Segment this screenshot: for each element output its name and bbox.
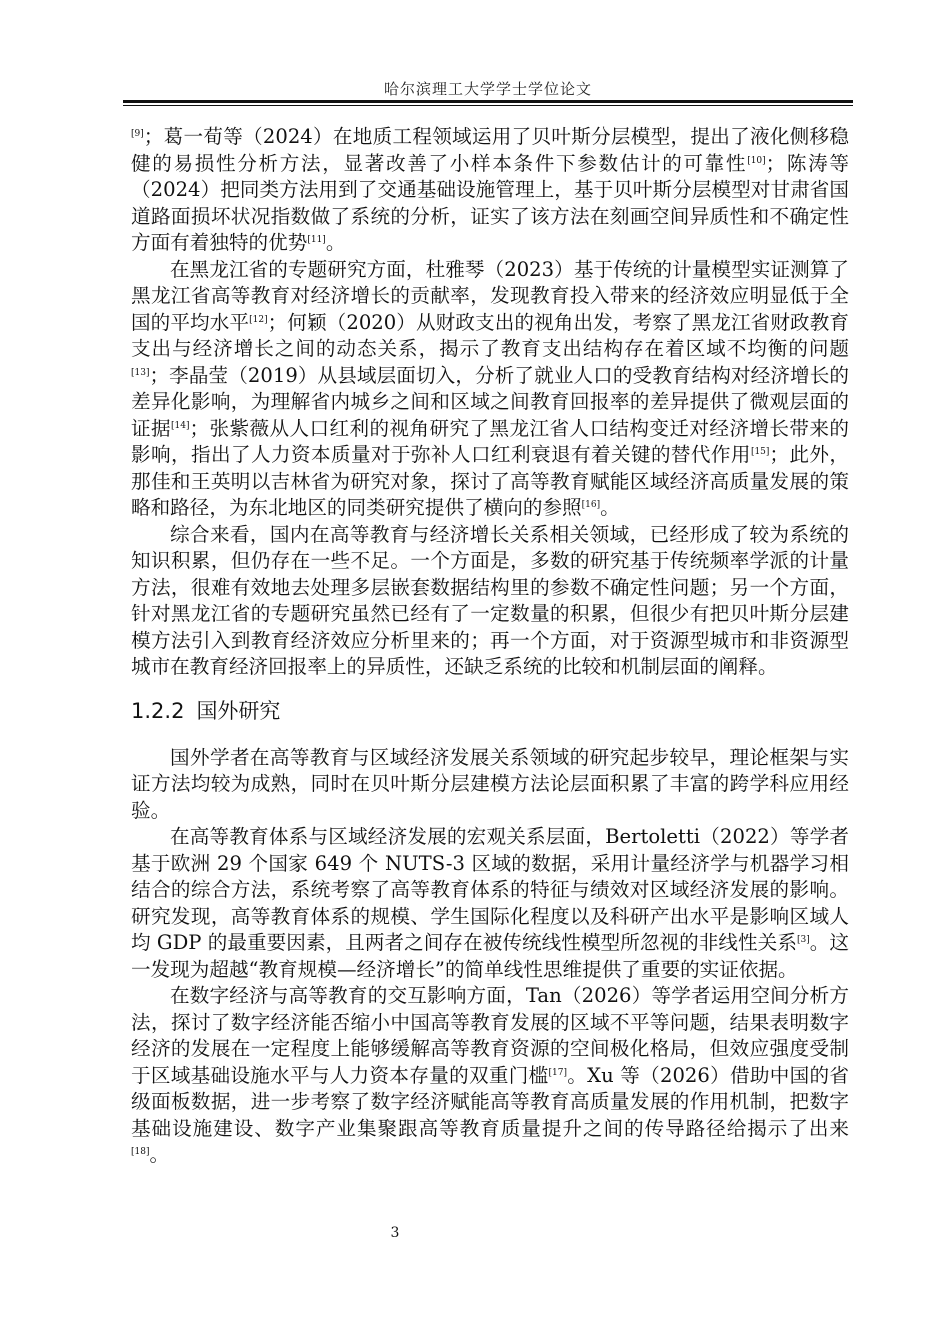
citation-ref: [13] xyxy=(131,367,150,378)
text-run: 。 xyxy=(149,1143,170,1166)
text-run: 在数字经济与高等教育的交互影响方面，Tan（2026）等学者运用空间分析方法，探讨了数字经济能否缩小中国高等教育发展的区域不平等问题，结果表明数字经济的发展在一定程度上能够缓解高等教育资源的空间极化格局，但效应强度受制于区域基础设施水平与人力资本存量的双重门槛 xyxy=(131,984,849,1087)
paragraph-digital-economy xyxy=(131,983,849,1169)
page-number: 3 xyxy=(390,1225,400,1241)
citation-ref: [12] xyxy=(249,314,268,325)
paragraph-heilongjiang-studies xyxy=(131,257,849,522)
text-run: 。这一发现为超越“教育规模—经济增长”的简单线性思维提供了重要的实证依据。 xyxy=(131,931,849,981)
paragraph-macro-relation xyxy=(131,824,849,983)
citation-ref: [9] xyxy=(131,129,144,139)
text-run: 在高等教育体系与区域经济发展的宏观关系层面，Bertoletti（2022）等学者基于欧洲 29 个国家 649 个 NUTS-3 区域的数据，采用计量经济学与机器学习相结合的综合方法，系统考察了高等教育体系的特征与绩效对区域经济发展的影响。研究发现，高等教育体系的规模、学生国际化程度以及科研产出水平是影响区域人均 GDP 的最重要因素，且两者之间存在被传统线性模型所忽视的非线性关系 xyxy=(131,825,849,954)
text-run: 综合来看，国内在高等教育与经济增长关系相关领域，已经形成了较为系统的知识积累，但仍存在一些不足。一个方面是，多数的研究基于传统频率学派的计量方法，很难有效地去处理多层嵌套数据结构里的参数不确定性问题；另一个方面，针对黑龙江省的专题研究虽然已经有了一定数量的积累，但很少有把贝叶斯分层建模方法引入到教育经济效应分析里来的；再一个方面，对于资源型城市和非资源型城市在教育经济回报率上的异质性，还缺乏系统的比较和机制层面的阐释。 xyxy=(131,522,849,678)
citation-ref: [17] xyxy=(548,1067,567,1078)
citation-ref: [16] xyxy=(581,500,601,510)
section-title: 国外研究 xyxy=(196,698,281,723)
text-run: 。 xyxy=(600,496,620,519)
header-rule-thin xyxy=(123,105,853,106)
paragraph-domestic-summary xyxy=(131,522,849,681)
text-run: ；陈涛等（2024）把同类方法用到了交通基础设施管理上，基于贝叶斯分层模型对甘肃省国道路面损坏状况指数做了系统的分析，证实了该方法在刻画空间异质性和不确定性方面有着独特的优势 xyxy=(131,151,850,254)
section-number: 1.2.2 xyxy=(131,698,185,723)
citation-ref: [3] xyxy=(796,935,810,945)
header-rule-thick xyxy=(123,100,853,103)
text-run: ；李晶莹（2019）从县域层面切入，分析了就业人口的受教育结构对经济增长的差异化影响，为理解省内城乡之间和区域之间教育回报率的差异提供了微观层面的证据 xyxy=(131,363,849,440)
text-run: ；何颖（2020）从财政支出的视角出发，考察了黑龙江省财政教育支出与经济增长之间的动态关系，揭示了教育支出结构存在着区域不均衡的问题 xyxy=(131,310,849,360)
paragraph-continued xyxy=(131,124,849,257)
text-run: 。 xyxy=(325,231,346,254)
citation-ref: [14] xyxy=(171,420,190,431)
text-run: 。Xu 等（2026）借助中国的省级面板数据，进一步考察了数字经济赋能高等教育高质量发展的作用机制，把数字基础设施建设、数字产业集聚跟高等教育质量提升之间的传导路径给揭示了出来 xyxy=(131,1063,849,1140)
citation-ref: [18] xyxy=(131,1147,150,1157)
section-heading xyxy=(131,697,849,725)
text-run: ；葛一荀等（2024）在地质工程领域运用了贝叶斯分层模型，提出了液化侧移稳健的易损性分析方法，显著改善了小样本条件下参数估计的可靠性 xyxy=(131,125,849,175)
running-header: 哈尔滨理工大学学士学位论文 xyxy=(383,80,592,98)
citation-ref: [10] xyxy=(747,155,766,166)
text-run: 在黑龙江省的专题研究方面，杜雅琴（2023）基于传统的计量模型实证测算了黑龙江省高等教育对经济增长的贡献率，发现教育投入带来的经济效应明显低于全国的平均水平 xyxy=(131,257,849,334)
text-run: ；张紫薇从人口红利的视角研究了黑龙江省人口结构变迁对经济增长带来的影响，指出了人力资本质量对于弥补人口红利衰退有着关键的替代作用 xyxy=(131,416,850,466)
citation-ref: [11] xyxy=(307,235,326,245)
text-run: 国外学者在高等教育与区域经济发展关系领域的研究起步较早，理论框架与实证方法均较为成熟，同时在贝叶斯分层建模方法论层面积累了丰富的跨学科应用经验。 xyxy=(131,745,849,822)
text-run: ；此外，那佳和王英明以吉林省为研究对象，探讨了高等教育赋能区域经济高质量发展的策略和路径，为东北地区的同类研究提供了横向的参照 xyxy=(131,443,850,519)
citation-ref: [15] xyxy=(750,447,770,457)
paragraph-foreign-intro xyxy=(131,745,849,825)
page-body xyxy=(131,124,849,1169)
